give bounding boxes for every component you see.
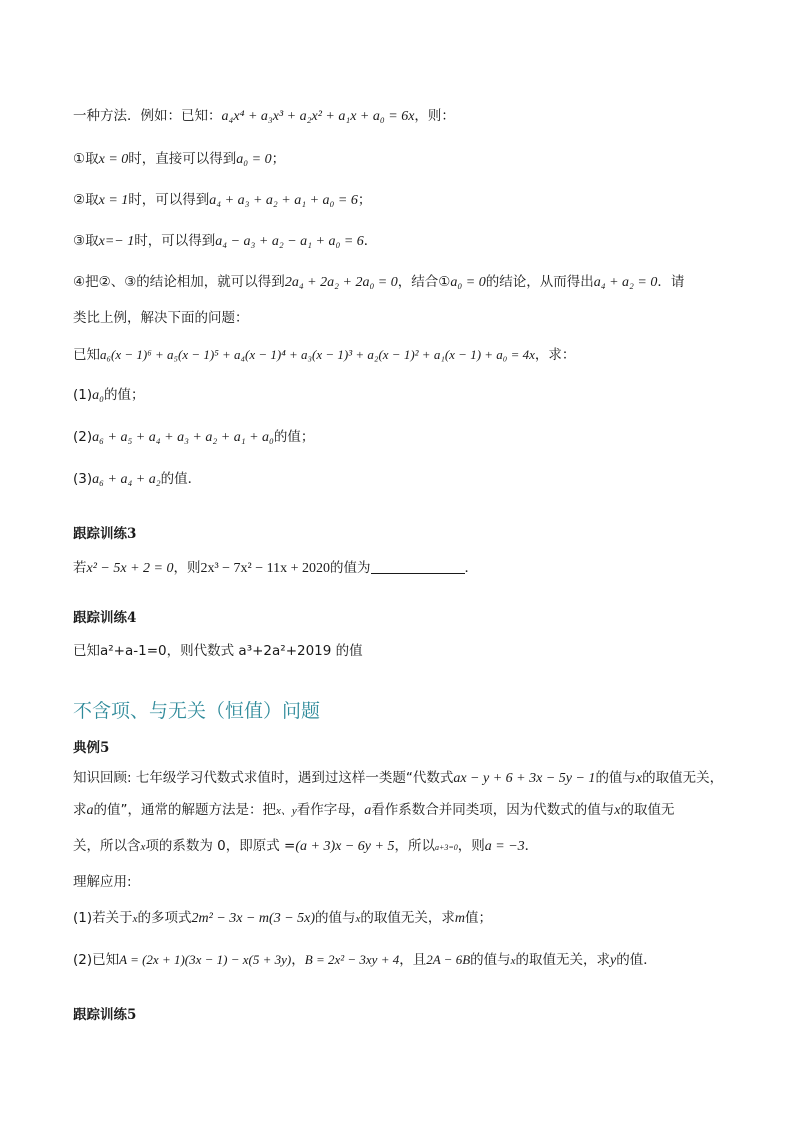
apply-label: 理解应用: <box>73 874 132 890</box>
example-5-para-3: 关，所以含x项的系数为 0，即原式 =(a + 3)x − 6y + 5，所以a+3=0，则a = −3． <box>73 838 539 854</box>
section-heading: 不含项、与无关（恒值）问题 <box>73 700 321 722</box>
train-5-title: 跟踪训练5 <box>73 1007 137 1023</box>
example-5-para-1: 知识回顾: 七年级学习代数式求值时，遇到过这样一类题“代数式ax − y + 6 + 3x − 5y − 1的值与x的取值无关， <box>73 770 724 786</box>
step-3: ③取x=− 1时，可以得到a₄ − a₃ + a₂ − a₁ + a₀ = 6． <box>73 233 378 249</box>
example-equation: a₄x⁴ + a₃x³ + a₂x² + a₁x + a₀ = 6x <box>221 109 415 124</box>
example-5-para-2: 求a的值”，通常的解题方法是：把x、y看作字母，a看作系数合并同类项，因为代数式的值与x的取值无 <box>73 802 675 818</box>
example-5-title: 典例5 <box>73 740 110 756</box>
given-equation-line: 已知a₆(x − 1)⁶ + a₅(x − 1)⁵ + a₄(x − 1)⁴ + a₃(x − 1)³ + a₂(x − 1)² + a₁(x − 1) + a₀ = 4x，求： <box>73 347 576 363</box>
question-3: (3)a₆ + a₄ + a₂的值． <box>73 471 202 487</box>
step-2: ②取x = 1时，可以得到a₄ + a₃ + a₂ + a₁ + a₀ = 6； <box>73 192 372 208</box>
question-1: (1)a₀的值； <box>73 387 145 403</box>
train-4-title: 跟踪训练4 <box>73 610 137 626</box>
train-3-problem: 若x² − 5x + 2 = 0，则2x³ − 7x² − 11x + 2020的值为 ． <box>73 560 479 576</box>
analogy-line: 类比上例，解决下面的问题： <box>73 310 249 326</box>
train-4-problem: 已知a²+a-1=0，则代数式 a³+2a²+2019 的值 <box>73 643 363 659</box>
apply-question-1: (1)若关于x的多项式2m² − 3x − m(3 − 5x)的值与x的取值无关，求m值； <box>73 910 493 926</box>
intro-line: 一种方法．例如：已知：a₄x⁴ + a₃x³ + a₂x² + a₁x + a₀ = 6x，则： <box>73 108 455 124</box>
apply-question-2: (2)已知A = (2x + 1)(3x − 1) − x(5 + 3y)，B = 2x² − 3xy + 4，且2A − 6B的值与x的取值无关，求y的值． <box>73 952 657 968</box>
answer-blank <box>371 559 465 574</box>
train-3-title: 跟踪训练3 <box>73 526 137 542</box>
question-2: (2)a₆ + a₅ + a₄ + a₃ + a₂ + a₁ + a₀的值； <box>73 429 315 445</box>
step-1: ①取x = 0时，直接可以得到a₀ = 0； <box>73 151 286 167</box>
step-4: ④把②、③的结论相加，就可以得到2a₄ + 2a₂ + 2a₀ = 0，结合①a₀ = 0的结论，从而得出a₄ + a₂ = 0．请 <box>73 274 685 290</box>
given-equation: a₆(x − 1)⁶ + a₅(x − 1)⁵ + a₄(x − 1)⁴ + a₃(x − 1)³ + a₂(x − 1)² + a₁(x − 1) + a₀ = 4x <box>100 347 535 362</box>
